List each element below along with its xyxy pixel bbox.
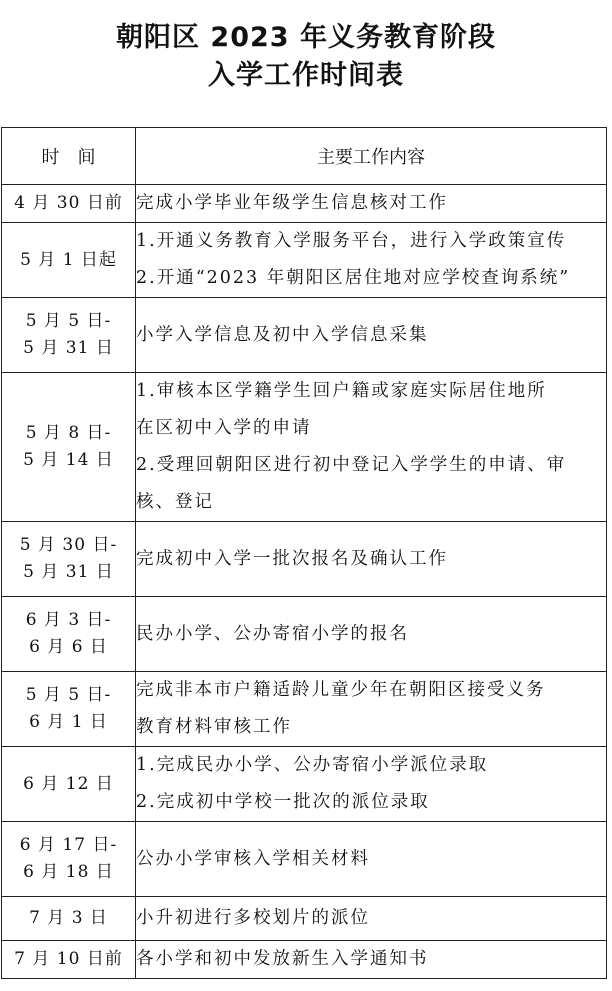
- content-text: 各小学和初中发放新生入学通知书: [136, 949, 429, 969]
- table-row: [2, 822, 607, 897]
- time-text: 5 月 14 日: [23, 450, 114, 470]
- page-title-line-1: 朝阳区 2023 年义务教育阶段: [116, 22, 496, 53]
- header-time: 时 间: [2, 128, 136, 185]
- time-cell: [2, 672, 136, 747]
- content-text: 2.受理回朝阳区进行初中登记入学学生的申请、审: [136, 455, 567, 475]
- table-row: [2, 597, 607, 672]
- time-text: 5 月 5 日-: [25, 685, 112, 705]
- time-cell: [2, 373, 136, 522]
- content-text: 核、登记: [136, 492, 214, 512]
- content-cell: [136, 185, 607, 223]
- content-cell: [136, 747, 607, 822]
- time-text: 5 月 5 日-: [25, 311, 112, 331]
- content-text: 完成非本市户籍适龄儿童少年在朝阳区接受义务: [136, 680, 546, 700]
- table-row: [2, 223, 607, 298]
- time-text: 6 月 1 日: [29, 712, 108, 732]
- time-text: 7 月 10 日前: [14, 949, 123, 969]
- time-text: 5 月 30 日-: [19, 535, 118, 555]
- table-row: [2, 185, 607, 223]
- content-text: 1.审核本区学籍学生回户籍或家庭实际居住地所: [136, 381, 547, 401]
- schedule-table: [1, 127, 607, 979]
- time-text: 5 月 1 日起: [20, 249, 117, 270]
- time-text: 6 月 3 日-: [25, 610, 112, 630]
- table-row: [2, 373, 607, 522]
- content-cell: [136, 522, 607, 597]
- table-row: [2, 747, 607, 822]
- content-text: 完成初中入学一批次报名及确认工作: [136, 548, 448, 569]
- time-cell: [2, 597, 136, 672]
- time-cell: [2, 747, 136, 822]
- time-text: 7 月 3 日: [29, 908, 108, 928]
- content-cell: [136, 941, 607, 979]
- time-text: 6 月 18 日: [23, 862, 114, 882]
- table-row: [2, 897, 607, 941]
- time-cell: [2, 185, 136, 223]
- content-text: 小学入学信息及初中入学信息采集: [136, 324, 429, 345]
- time-cell: [2, 223, 136, 298]
- content-text: 民办小学、公办寄宿小学的报名: [136, 623, 409, 644]
- content-cell: [136, 822, 607, 897]
- content-text: 1.开通义务教育入学服务平台，进行入学政策宣传: [136, 231, 567, 251]
- time-text: 6 月 17 日-: [19, 835, 118, 855]
- content-cell: [136, 897, 607, 941]
- time-text: 5 月 31 日: [23, 562, 114, 582]
- table-row: [2, 298, 607, 373]
- content-text: 2.完成初中学校一批次的派位录取: [136, 792, 430, 812]
- time-cell: [2, 822, 136, 897]
- content-cell: [136, 373, 607, 522]
- time-cell: [2, 897, 136, 941]
- content-cell: [136, 223, 607, 298]
- header-content: 主要工作内容: [136, 128, 607, 185]
- content-cell: [136, 597, 607, 672]
- time-text: 6 月 12 日: [23, 773, 114, 794]
- time-cell: [2, 941, 136, 979]
- page-title-line-2: 入学工作时间表: [208, 60, 404, 91]
- content-cell: [136, 672, 607, 747]
- time-text: 4 月 30 日前: [14, 193, 123, 213]
- time-text: 5 月 31 日: [23, 338, 114, 358]
- time-cell: [2, 522, 136, 597]
- content-text: 完成小学毕业年级学生信息核对工作: [136, 193, 448, 213]
- table-row: [2, 941, 607, 979]
- content-text: 在区初中入学的申请: [136, 418, 312, 438]
- table-row: [2, 672, 607, 747]
- content-text: 2.开通“2023 年朝阳区居住地对应学校查询系统”: [136, 268, 571, 288]
- content-text: 教育材料审核工作: [136, 717, 292, 737]
- content-text: 小升初进行多校划片的派位: [136, 908, 370, 928]
- time-text: 5 月 8 日-: [25, 423, 112, 443]
- table-row: [2, 522, 607, 597]
- content-cell: [136, 298, 607, 373]
- time-text: 6 月 6 日: [29, 637, 108, 657]
- content-text: 公办小学审核入学相关材料: [136, 848, 370, 869]
- time-cell: [2, 298, 136, 373]
- content-text: 1.完成民办小学、公办寄宿小学派位录取: [136, 755, 489, 775]
- table-header-row: [2, 128, 607, 185]
